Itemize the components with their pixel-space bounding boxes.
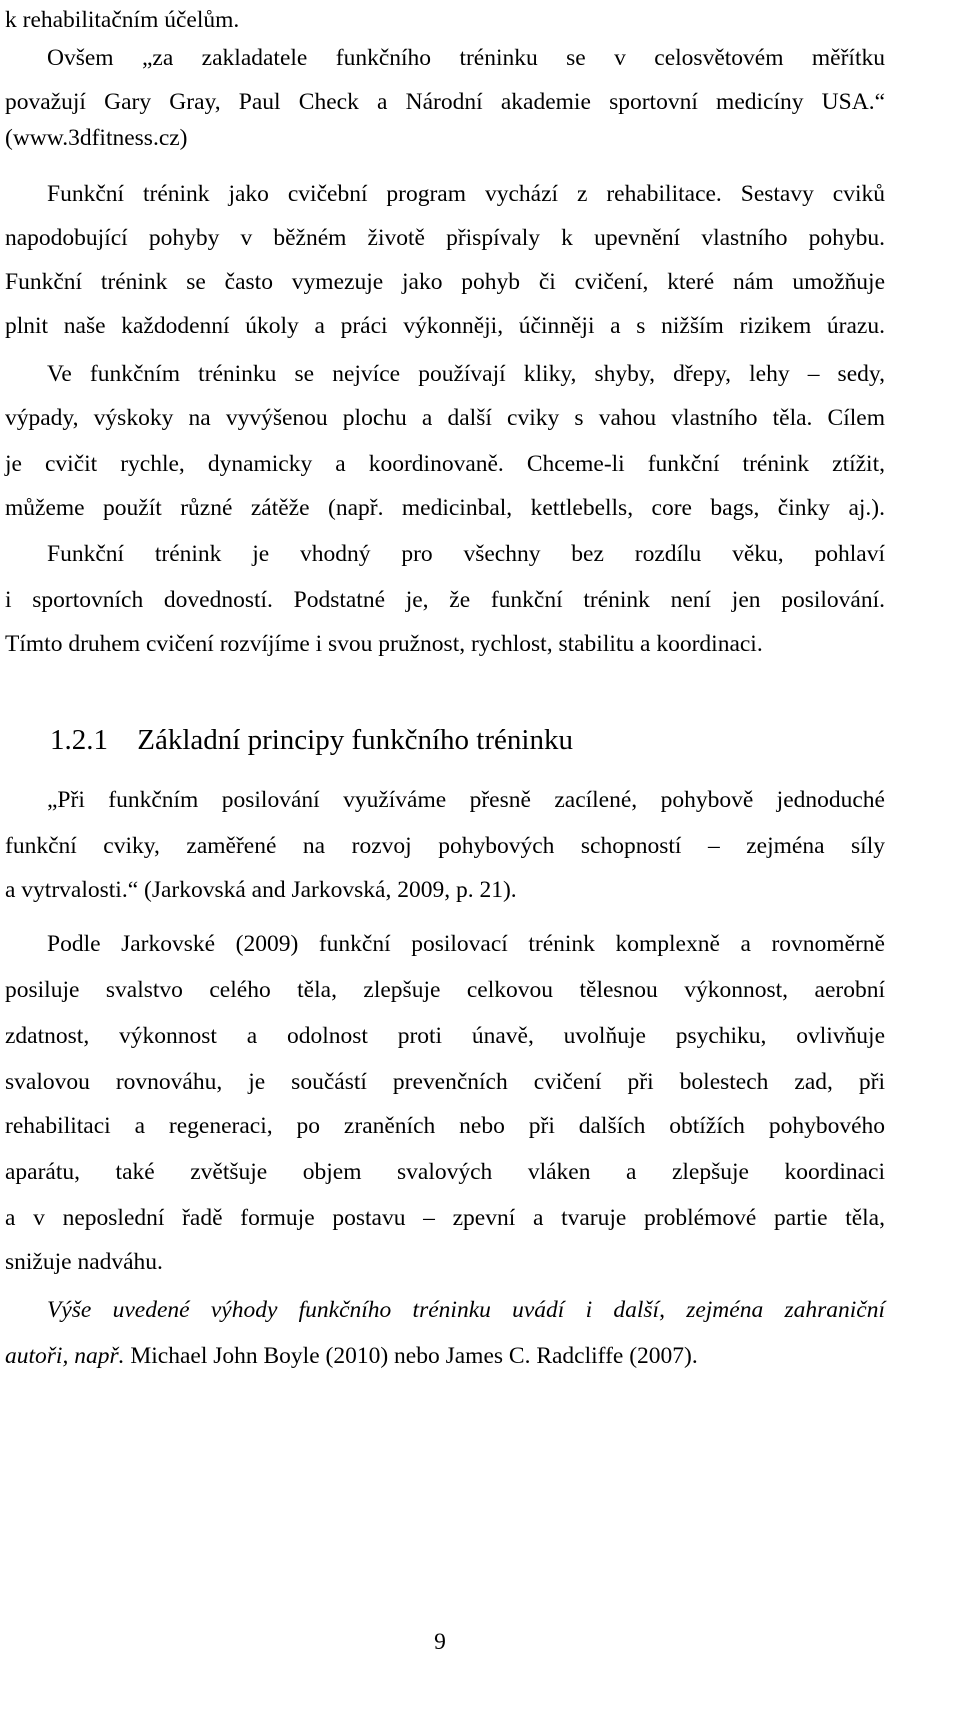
- text-line: považují Gary Gray, Paul Check a Národní akademie sportovní medicíny USA.“: [5, 89, 885, 115]
- text-line: aparátu, také zvětšuje objem svalových vláken a zlepšuje koordinaci: [5, 1159, 885, 1185]
- text-line: Ovšem „za zakladatele funkčního tréninku se v celosvětovém měřítku: [47, 45, 885, 71]
- text-line: napodobující pohyby v běžném životě přispívaly k upevnění vlastního pohybu.: [5, 225, 885, 251]
- section-title: Základní principy funkčního tréninku: [137, 724, 573, 756]
- text-line: Podle Jarkovské (2009) funkční posilovací trénink komplexně a rovnoměrně: [47, 931, 885, 957]
- text-line: i sportovních dovedností. Podstatné je, že funkční trénink není jen posilování.: [5, 587, 885, 613]
- text-line: Ve funkčním tréninku se nejvíce používají kliky, shyby, dřepy, lehy – sedy,: [47, 361, 885, 387]
- text-line: rehabilitaci a regeneraci, po zraněních nebo při dalších obtížích pohybového: [5, 1113, 885, 1139]
- italic-text: autoři, např.: [5, 1343, 125, 1369]
- text-line: Funkční trénink jako cvičební program vychází z rehabilitace. Sestavy cviků: [47, 181, 885, 207]
- text-line: je cvičit rychle, dynamicky a koordinovaně. Chceme-li funkční trénink ztížit,: [5, 451, 885, 477]
- text-line: Funkční trénink se často vymezuje jako pohyb či cvičení, které nám umožňuje: [5, 269, 885, 295]
- text-line: můžeme použít různé zátěže (např. medicinbal, kettlebells, core bags, činky aj.).: [5, 495, 885, 521]
- text-line: snižuje nadváhu.: [5, 1249, 163, 1275]
- quote-line: a vytrvalosti.“ (Jarkovská and Jarkovská, 2009, p. 21).: [5, 877, 517, 903]
- text-line: Funkční trénink je vhodný pro všechny bez rozdílu věku, pohlaví: [47, 541, 885, 567]
- text-line: výpady, výskoky na vyvýšenou plochu a další cviky s vahou vlastního těla. Cílem: [5, 405, 885, 431]
- text-line: svalovou rovnováhu, je součástí prevenčních cvičení při bolestech zad, při: [5, 1069, 885, 1095]
- quote-line: funkční cviky, zaměřené na rozvoj pohybových schopností – zejména síly: [5, 833, 885, 859]
- quote-line: „Při funkčním posilování využíváme přesně zacílené, pohybově jednoduché: [47, 787, 885, 813]
- section-heading: [50, 718, 573, 762]
- text-line: Tímto druhem cvičení rozvíjíme i svou pružnost, rychlost, stabilitu a koordinaci.: [5, 631, 763, 657]
- text-line: [5, 1336, 885, 1376]
- text-line: zdatnost, výkonnost a odolnost proti únavě, uvolňuje psychiku, ovlivňuje: [5, 1023, 885, 1049]
- page-number: 9: [434, 1629, 446, 1655]
- section-number: 1.2.1: [50, 724, 108, 756]
- text-line: posiluje svalstvo celého těla, zlepšuje celkovou tělesnou výkonnost, aerobní: [5, 977, 885, 1003]
- text-line: a v neposlední řadě formuje postavu – zpevní a tvaruje problémové partie těla,: [5, 1205, 885, 1231]
- text-line: k rehabilitačním účelům.: [5, 7, 240, 33]
- text-line: plnit naše každodenní úkoly a práci výkonněji, účinněji a s nižším rizikem úrazu.: [5, 313, 885, 339]
- text-line: Výše uvedené výhody funkčního tréninku uvádí i další, zejména zahraniční: [47, 1297, 885, 1323]
- authors-text: Michael John Boyle (2010) nebo James C. Radcliffe (2007).: [124, 1343, 698, 1369]
- text-line: (www.3dfitness.cz): [5, 125, 188, 151]
